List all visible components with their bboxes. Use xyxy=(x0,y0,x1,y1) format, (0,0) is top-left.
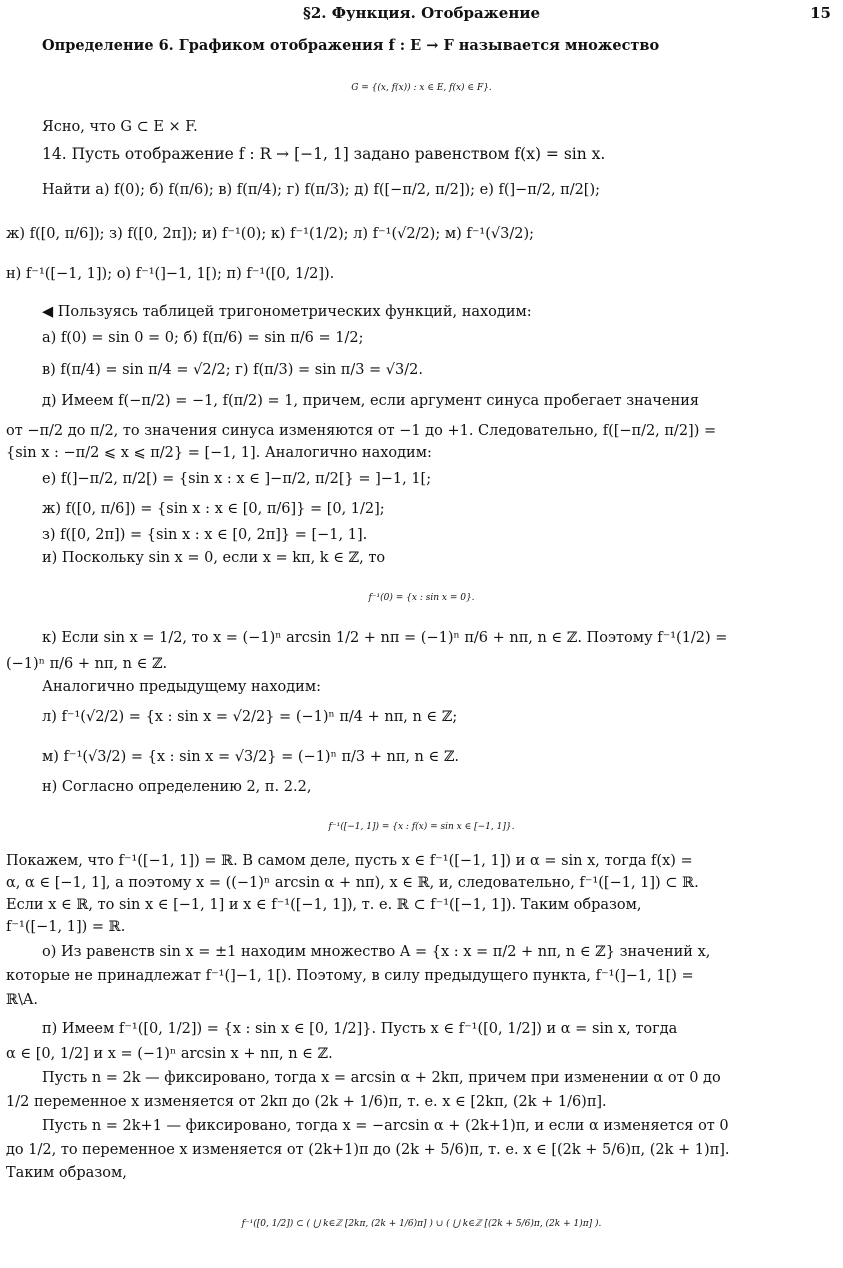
text-line: в) f(π/4) = sin π/4 = √2/2; г) f(π/3) = sin π/3 = √3/2. xyxy=(42,362,423,378)
text-line: о) Из равенств sin x = ±1 находим множество A = {x : x = π/2 + nπ, n ∈ ℤ} значений x, xyxy=(42,944,711,960)
text-line: и) Поскольку sin x = 0, если x = kπ, k ∈ ℤ, то xyxy=(42,550,386,566)
text-line: н) f⁻¹([−1, 1]); о) f⁻¹(]−1, 1[); п) f⁻¹([0, 1/2]). xyxy=(6,266,335,282)
text-line: 14. Пусть отображение f : R → [−1, 1] задано равенством f(x) = sin x. xyxy=(42,145,606,163)
text-line: д) Имеем f(−π/2) = −1, f(π/2) = 1, причем, если аргумент синуса пробегает значения xyxy=(42,393,700,409)
text-line: Покажем, что f⁻¹([−1, 1]) = ℝ. В самом деле, пусть x ∈ f⁻¹([−1, 1]) и α = sin x, тогда f(x) = xyxy=(6,853,693,869)
text-line: н) Согласно определению 2, п. 2.2, xyxy=(42,779,312,795)
text-line: от −π/2 до π/2, то значения синуса изменяются от −1 до +1. Следовательно, f([−π/2, π/2]) = xyxy=(6,423,717,439)
text-line: f⁻¹([−1, 1]) = ℝ. xyxy=(6,919,126,935)
text-line: G = {(x, f(x)) : x ∈ E, f(x) ∈ F}. xyxy=(351,83,492,93)
text-line: Таким образом, xyxy=(6,1165,127,1181)
text-line: α ∈ [0, 1/2] и x = (−1)ⁿ arcsin x + nπ, n ∈ ℤ. xyxy=(6,1046,333,1062)
running-header xyxy=(0,4,843,24)
text-line: к) Если sin x = 1/2, то x = (−1)ⁿ arcsin 1/2 + nπ = (−1)ⁿ π/6 + nπ, n ∈ ℤ. Поэтому f⁻¹(1/2) = xyxy=(42,630,728,646)
text-line: f⁻¹([0, 1/2]) ⊂ ( ⋃ k∈ℤ [2kπ, (2k + 1/6)π] ) ∪ ( ⋃ k∈ℤ [(2k + 5/6)π, (2k + 1)π] ). xyxy=(241,1219,602,1229)
text-line: ж) f([0, π/6]); з) f([0, 2π]); и) f⁻¹(0); к) f⁻¹(1/2); л) f⁻¹(√2/2); м) f⁻¹(√3/2); xyxy=(6,226,534,242)
text-line: f⁻¹([−1, 1]) = {x : f(x) = sin x ∈ [−1, 1]}. xyxy=(328,822,515,832)
text-line: з) f([0, 2π]) = {sin x : x ∈ [0, 2π]} = [−1, 1]. xyxy=(42,527,368,543)
text-line: Найти а) f(0); б) f(π/6); в) f(π/4); г) f(π/3); д) f([−π/2, π/2]); е) f(]−π/2, π/2[); xyxy=(42,182,601,198)
text-line: f⁻¹(0) = {x : sin x = 0}. xyxy=(368,593,475,603)
text-line: Пусть n = 2k — фиксировано, тогда x = arcsin α + 2kπ, причем при изменении α от 0 до xyxy=(42,1070,721,1086)
text-line: до 1/2, то переменное x изменяется от (2k+1)π до (2k + 5/6)π, т. е. x ∈ [(2k + 5/6)π, (2k + 1)π]. xyxy=(6,1142,730,1158)
text-line: л) f⁻¹(√2/2) = {x : sin x = √2/2} = (−1)ⁿ π/4 + nπ, n ∈ ℤ; xyxy=(42,709,458,725)
text-line: м) f⁻¹(√3/2) = {x : sin x = √3/2} = (−1)ⁿ π/3 + nπ, n ∈ ℤ. xyxy=(42,749,460,765)
text-line: Аналогично предыдущему находим: xyxy=(42,679,321,695)
text-line: {sin x : −π/2 ⩽ x ⩽ π/2} = [−1, 1]. Аналогично находим: xyxy=(6,445,432,461)
text-line: п) Имеем f⁻¹([0, 1/2]) = {x : sin x ∈ [0, 1/2]}. Пусть x ∈ f⁻¹([0, 1/2]) и α = sin x, тогда xyxy=(42,1021,678,1037)
text-line: Если x ∈ ℝ, то sin x ∈ [−1, 1] и x ∈ f⁻¹([−1, 1]), т. е. ℝ ⊂ f⁻¹([−1, 1]). Таким образом, xyxy=(6,897,642,913)
text-line: (−1)ⁿ π/6 + nπ, n ∈ ℤ. xyxy=(6,656,168,672)
text-line: ℝ\A. xyxy=(6,992,39,1008)
text-line: ◀ Пользуясь таблицей тригонометрических функций, находим: xyxy=(42,304,532,320)
text-line: которые не принадлежат f⁻¹(]−1, 1[). Поэтому, в силу предыдущего пункта, f⁻¹(]−1, 1[) = xyxy=(6,968,694,984)
text-line: Пусть n = 2k+1 — фиксировано, тогда x = −arcsin α + (2k+1)π, и если α изменяется от 0 xyxy=(42,1118,729,1134)
text-line: Определение 6. Графиком отображения f : E → F называется множество xyxy=(42,37,660,54)
section-title: §2. Функция. Отображение xyxy=(302,4,541,22)
page-number: 15 xyxy=(810,4,831,22)
text-line: а) f(0) = sin 0 = 0; б) f(π/6) = sin π/6 = 1/2; xyxy=(42,330,364,346)
text-line: е) f(]−π/2, π/2[) = {sin x : x ∈ ]−π/2, π/2[} = ]−1, 1[; xyxy=(42,471,432,487)
text-line: α, α ∈ [−1, 1], а поэтому x = ((−1)ⁿ arcsin α + nπ), x ∈ ℝ, и, следовательно, f⁻¹([−1, 1]) ⊂ ℝ. xyxy=(6,875,699,891)
text-line: Ясно, что G ⊂ E × F. xyxy=(42,119,198,135)
text-line: 1/2 переменное x изменяется от 2kπ до (2k + 1/6)π, т. е. x ∈ [2kπ, (2k + 1/6)π]. xyxy=(6,1094,607,1110)
text-line: ж) f([0, π/6]) = {sin x : x ∈ [0, π/6]} = [0, 1/2]; xyxy=(42,501,385,517)
